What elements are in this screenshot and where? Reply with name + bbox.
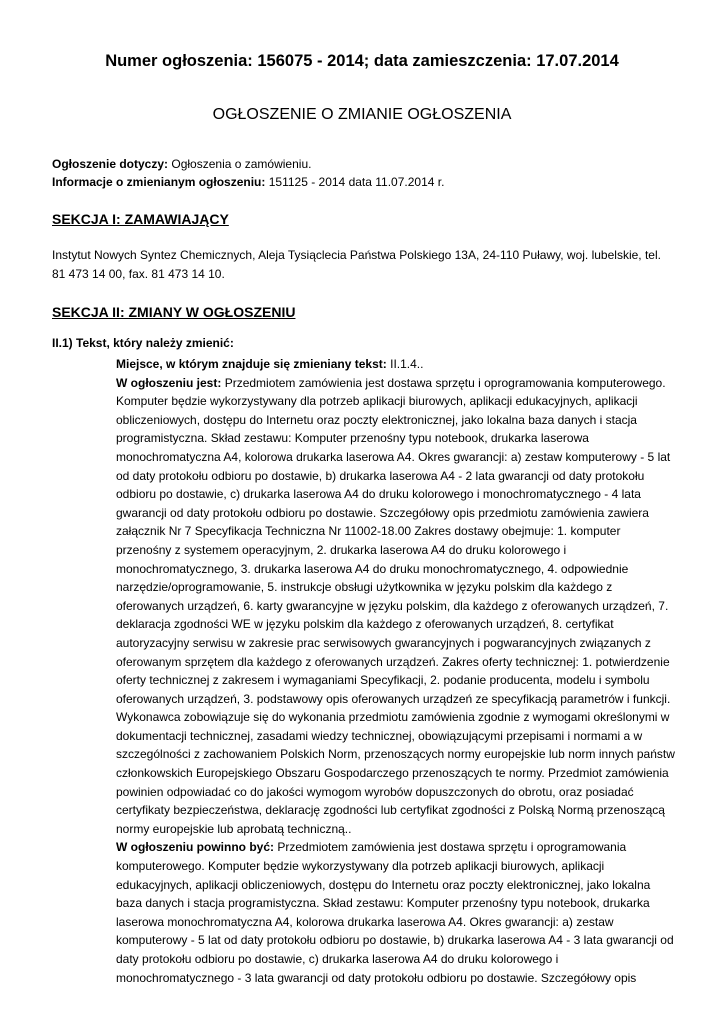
- current-text-paragraph: [116, 374, 676, 839]
- item-ii1-label: II.1) Tekst, który należy zmienić:: [52, 336, 234, 350]
- contracting-authority-address: [52, 246, 672, 284]
- section-1-heading: SEKCJA I: ZAMAWIAJĄCY: [52, 211, 229, 227]
- change-location-paragraph: [116, 355, 676, 374]
- address-line-2: 81 473 14 00, fax. 81 473 14 10.: [52, 267, 225, 281]
- section-2-heading: SEKCJA II: ZMIANY W OGŁOSZENIU: [52, 304, 296, 320]
- announcement-meta: [52, 155, 444, 191]
- announcement-number-title: Numer ogłoszenia: 156075 - 2014; data zamieszczenia: 17.07.2014: [105, 52, 619, 70]
- meta-info-line: [52, 173, 444, 191]
- current-text-label: W ogłoszeniu jest:: [116, 375, 222, 390]
- new-text-value: Przedmiotem zamówienia jest dostawa sprzętu i oprogramowania komputerowego. Komputer będzie wykorzystywany dla potrzeb aplikacji biurowych, aplikacji edukacyjnych, aplikacji obliczeniowych, dostępu do Internetu oraz poczty elektronicznej, jako lokalna baza danych i stacja programistyczna. Skład zestawu: Komputer przenośny typu notebook, drukarka laserowa monochromatyczna A4, kolorowa drukarka laserowa A4. Okres gwarancji: a) zestaw komputerowy - 5 lat od daty protokołu odbioru po dostawie, b) drukarka laserowa A4 - 3 lata gwarancji od daty protokołu odbioru po dostawie, c) drukarka laserowa A4 do druku kolorowego i monochromatycznego - 3 lata gwarancji od daty protokołu odbioru po dostawie. Szczegółowy opis: [116, 840, 674, 985]
- new-text-paragraph: [116, 838, 676, 987]
- address-line-1: Instytut Nowych Syntez Chemicznych, Aleja Tysiąclecia Państwa Polskiego 13A, 24-110 Puławy, woj. lubelskie, tel.: [52, 248, 661, 262]
- meta-concerns-value: Ogłoszenia o zamówieniu.: [171, 157, 312, 171]
- meta-info-value: 151125 - 2014 data 11.07.2014 r.: [268, 175, 445, 189]
- change-location-label: Miejsce, w którym znajduje się zmieniany tekst:: [116, 357, 387, 371]
- document-subtitle: OGŁOSZENIE O ZMIANIE OGŁOSZENIA: [212, 106, 512, 123]
- new-text-label: W ogłoszeniu powinno być:: [116, 840, 274, 855]
- meta-concerns-label: Ogłoszenie dotyczy:: [52, 157, 169, 171]
- meta-info-label: Informacje o zmienianym ogłoszeniu:: [52, 175, 266, 189]
- meta-concerns-line: [52, 155, 444, 173]
- current-text-value: Przedmiotem zamówienia jest dostawa sprzętu i oprogramowania komputerowego. Komputer będzie wykorzystywany dla potrzeb aplikacji biurowych, aplikacji edukacyjnych, aplikacji obliczeniowych, dostępu do Internetu oraz poczty elektronicznej, jako lokalna baza danych i stacja programistyczna. Skład zestawu: Komputer przenośny typu notebook, drukarka laserowa monochromatyczna A4, kolorowa drukarka laserowa A4. Okres gwarancji: a) zestaw komputerowy - 5 lat od daty protokołu odbioru po dostawie, b) drukarka laserowa A4 - 2 lata gwarancji od daty protokołu odbioru po dostawie, c) drukarka laserowa A4 do druku kolorowego i monochromatycznego - 4 lata gwarancji od daty protokołu odbioru po dostawie. Szczegółowy opis przedmiotu zamówienia zawiera załącznik Nr 7 Specyfikacja Techniczna Nr 11002-18.00 Zakres dostawy obejmuje: 1. komputer przenośny z systemem operacyjnym, 2. drukarka laserowa A4 do druku kolorowego i monochromatycznego, 3. drukarka laserowa A4 do druku monochromatycznego, 4. odpowiednie narzędzie/oprogramowanie, 5. instrukcje obsługi użytkownika w języku polskim dla każdego z oferowanych urządzeń, 6. karty gwarancyjne w języku polskim, dla każdego z oferowanych urządzeń, 7. deklaracja zgodności WE w języku polskim dla każdego z oferowanych urządzeń, 8. certyfikat autoryzacyjny serwisu w zakresie prac serwisowych gwarancyjnych i pogwarancyjnych związanych z oferowanym sprzętem dla każdego z oferowanych urządzeń. Zakres oferty technicznej: 1. potwierdzenie oferty technicznej z zakresem i wymaganiami Specyfikacji, 2. podanie producenta, modelu i symbolu oferowanych urządzeń, 3. podstawowy opis oferowanych urządzeń ze specyfikacją parametrów i funkcji. Wykonawca zobowiązuje się do wykonania przedmiotu zamówienia zgodnie z wymogami określonymi w dokumentacji technicznej, zasadami wiedzy technicznej, obowiązującymi przepisami i normami a w szczególności z zachowaniem Polskich Norm, przenoszących normy europejskie lub norm innych państw członkowskich Europejskiego Obszaru Gospodarczego przenoszących te normy. Przedmiot zamówienia powinien odpowiadać co do jakości wymogom wyrobów dopuszczonych do obrotu, oraz posiadać certyfikaty bezpieczeństwa, deklarację zgodności lub certyfikat zgodności z Polską Normą przenoszącą normy europejskie lub aprobatą techniczną..: [116, 375, 675, 836]
- change-location-value: II.1.4..: [390, 357, 424, 371]
- change-details: [116, 355, 676, 987]
